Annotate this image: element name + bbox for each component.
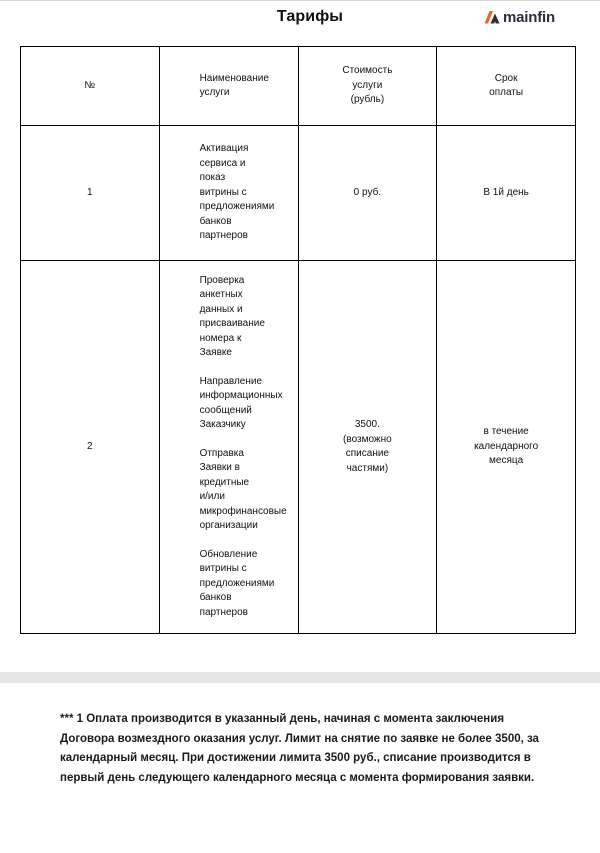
service-item: Обновление витрины с предложениями банков партнеров xyxy=(199,548,275,618)
header-cost-text: Стоимость услуги (рубль) xyxy=(342,65,393,106)
row-number-cell xyxy=(21,126,160,261)
header-term xyxy=(437,47,576,126)
service-item: Проверка анкетных данных и присваивание номера к Заявке xyxy=(199,274,265,359)
header-service-text: Наименование услуги xyxy=(199,72,269,98)
service-item: Активация сервиса и показ витрины с предложениями банков партнеров xyxy=(199,143,275,242)
page-title: Тарифы xyxy=(276,8,344,25)
row-cost-cell xyxy=(298,261,437,634)
row-service-cell xyxy=(159,126,298,261)
row-term: в течение календарного месяца xyxy=(474,426,539,467)
row-cost: 3500. (возможно списание частями) xyxy=(343,419,392,474)
top-divider xyxy=(0,0,600,1)
row-number: 2 xyxy=(87,440,93,452)
row-number-cell xyxy=(21,261,160,634)
footnote-text: *** 1 Оплата производится в указанный день, начиная с момента заключения Договора возмездного оказания услуг. Лимит на снятие по заявке не более 3500, за календарный месяц. При достижении лимита 3500 руб., списание производится в первый день следующего календарного месяца с момента формирования заявки. xyxy=(60,713,539,784)
table-row xyxy=(21,126,576,261)
tariffs-table xyxy=(20,46,576,634)
logo-mark-icon xyxy=(484,10,501,24)
mainfin-logo[interactable] xyxy=(484,8,555,26)
row-number: 1 xyxy=(87,186,93,198)
header-service xyxy=(159,47,298,126)
row-term-cell xyxy=(437,126,576,261)
header-number-text: № xyxy=(84,79,96,91)
logo-text: mainfin xyxy=(503,8,555,26)
row-term-cell xyxy=(437,261,576,634)
table-row xyxy=(21,261,576,634)
row-cost: 0 руб. xyxy=(353,186,382,198)
section-divider xyxy=(0,672,600,683)
service-item: Отправка Заявки в кредитные и/или микрофинансовые организации xyxy=(199,447,287,532)
service-item: Направление информационных сообщений Заказчику xyxy=(199,375,283,431)
row-cost-cell xyxy=(298,126,437,261)
row-term: В 1й день xyxy=(483,186,529,198)
header-term-text: Срок оплаты xyxy=(489,72,524,98)
table-header-row xyxy=(21,47,576,126)
header-cost xyxy=(298,47,437,126)
header-number xyxy=(21,47,160,126)
row-service-cell xyxy=(159,261,298,634)
